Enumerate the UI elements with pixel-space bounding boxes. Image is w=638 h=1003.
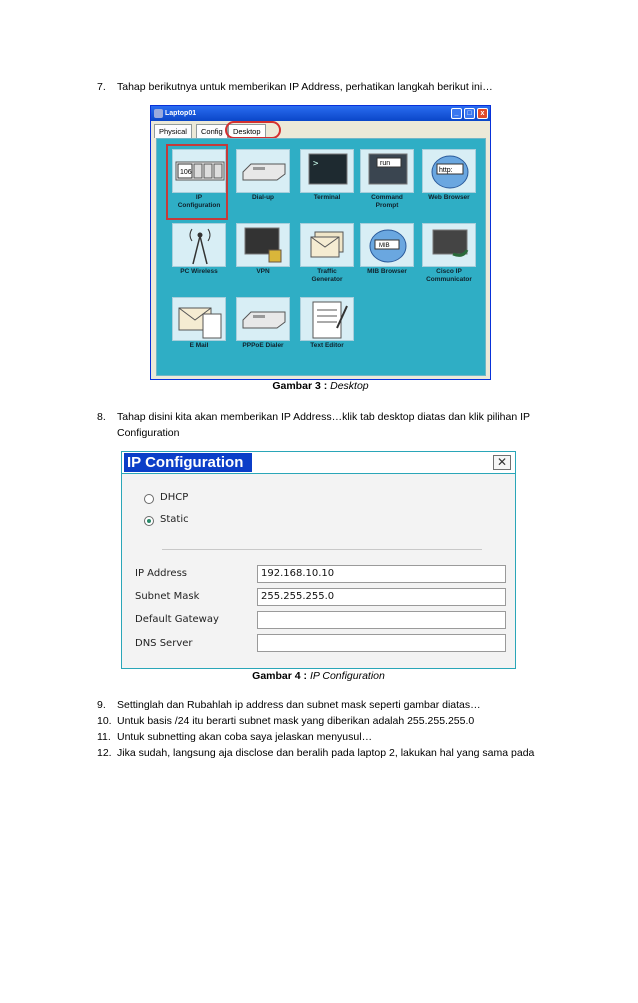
divider: [162, 549, 482, 550]
web-browser-icon: [422, 149, 476, 193]
maximize-icon[interactable]: □: [464, 108, 475, 119]
step-number: 10.: [97, 715, 112, 727]
subnet-mask-input[interactable]: 255.255.255.0: [257, 588, 506, 606]
default-gateway-label: Default Gateway: [135, 614, 219, 625]
ip-number-text: 106: [180, 169, 192, 176]
ip-configuration-dialog: [121, 451, 516, 669]
pppoe-dialer-icon: [236, 297, 290, 341]
mib-browser-icon: [360, 223, 414, 267]
tile-web-browser[interactable]: [419, 147, 479, 213]
tile-cisco-ip-communicator[interactable]: [419, 221, 479, 287]
http-text: http:: [439, 167, 453, 174]
tile-label: MIB Browser: [367, 268, 407, 275]
terminal-icon: [300, 149, 354, 193]
tile-label: Command Prompt: [371, 194, 403, 209]
tile-label: Web Browser: [428, 194, 470, 201]
subnet-mask-label: Subnet Mask: [135, 591, 200, 602]
step-11: [97, 729, 577, 745]
tile-traffic-generator[interactable]: [297, 221, 357, 287]
tile-label: Text Editor: [310, 342, 344, 349]
tile-label: IP Configuration: [177, 194, 221, 209]
dialog-header: [122, 452, 515, 474]
window-titlebar: [151, 106, 490, 121]
packet-tracer-window: [150, 105, 491, 380]
caption-label: Gambar 3 :: [272, 380, 328, 392]
step-10: [97, 713, 577, 729]
tile-command-prompt[interactable]: [357, 147, 417, 213]
step-9: [97, 697, 577, 713]
vpn-monitor-lock-icon: [236, 223, 290, 267]
window-title: Laptop01: [165, 110, 197, 117]
step-text: Tahap berikutnya untuk memberikan IP Address, perhatikan langkah berikut ini…: [117, 81, 493, 93]
tile-dial-up[interactable]: [233, 147, 293, 213]
static-label: Static: [160, 514, 189, 525]
step-number: 9.: [97, 699, 106, 711]
minimize-icon[interactable]: _: [451, 108, 462, 119]
app-icon: [154, 109, 163, 118]
tile-label: PPPoE Dialer: [242, 342, 284, 349]
tile-text-editor[interactable]: [297, 295, 357, 361]
close-button[interactable]: ✕: [493, 455, 511, 470]
tile-label: Dial-up: [251, 194, 275, 201]
ip-address-label: IP Address: [135, 568, 187, 579]
email-envelope-icon: [172, 297, 226, 341]
step-7: [97, 79, 577, 95]
tile-pppoe-dialer[interactable]: [233, 295, 293, 361]
dns-server-input[interactable]: [257, 634, 506, 652]
step-number: 11.: [97, 731, 111, 743]
step-text: Settinglah dan Rubahlah ip address dan subnet mask seperti gambar diatas…: [117, 699, 481, 711]
tile-label: Terminal: [313, 194, 341, 201]
step-8: [97, 409, 577, 441]
tab-desktop[interactable]: Desktop: [228, 124, 266, 138]
command-prompt-icon: [360, 149, 414, 193]
mib-text: MIB: [379, 243, 390, 249]
close-icon[interactable]: x: [477, 108, 488, 119]
step-number: 8.: [97, 411, 106, 423]
tile-label: E Mail: [189, 342, 209, 349]
dhcp-label: DHCP: [160, 492, 189, 503]
text-editor-icon: [300, 297, 354, 341]
step-12: [97, 745, 567, 761]
ip-configuration-highlight: [166, 144, 228, 220]
tile-email[interactable]: [169, 295, 229, 361]
traffic-generator-icon: [300, 223, 354, 267]
tile-label: PC Wireless: [180, 268, 218, 275]
tab-physical[interactable]: Physical: [154, 124, 192, 138]
step-number: 12.: [97, 747, 112, 759]
dial-up-modem-icon: [236, 149, 290, 193]
desktop-panel: [156, 138, 486, 376]
figure-3-caption: [150, 380, 491, 392]
ip-address-input[interactable]: 192.168.10.10: [257, 565, 506, 583]
step-text: Untuk subnetting akan coba saya jelaskan menyusul…: [117, 731, 373, 743]
static-radio[interactable]: [144, 516, 154, 526]
tile-label: Traffic Generator: [311, 268, 343, 283]
wireless-antenna-icon: [172, 223, 226, 267]
desktop-tab-highlight: [225, 121, 281, 139]
step-text: Tahap disini kita akan memberikan IP Address…klik tab desktop diatas dan klik pilihan IP Configuration: [117, 411, 530, 439]
caption-label: Gambar 4 :: [252, 670, 308, 682]
step-text: Untuk basis /24 itu berarti subnet mask yang diberikan adalah 255.255.255.0: [117, 715, 475, 727]
tile-label: Cisco IP Communicator: [426, 268, 472, 283]
tile-mib-browser[interactable]: [357, 221, 417, 287]
dhcp-radio[interactable]: [144, 494, 154, 504]
cisco-ip-communicator-icon: [422, 223, 476, 267]
default-gateway-input[interactable]: [257, 611, 506, 629]
step-number: 7.: [97, 81, 106, 93]
tile-terminal[interactable]: [297, 147, 357, 213]
dialog-title: IP Configuration: [124, 453, 252, 472]
step-text: Jika sudah, langsung aja disclose dan beralih pada laptop 2, lakukan hal yang sama pada: [117, 747, 535, 759]
figure-4-caption: [121, 670, 516, 682]
tile-label: VPN: [256, 268, 270, 275]
terminal-prompt-text: >: [313, 159, 319, 169]
tile-pc-wireless[interactable]: [169, 221, 229, 287]
dns-server-label: DNS Server: [135, 638, 193, 649]
caption-text: IP Configuration: [309, 670, 385, 682]
tab-config[interactable]: Config: [196, 124, 228, 138]
run-text: run: [380, 160, 391, 167]
tile-vpn[interactable]: [233, 221, 293, 287]
caption-text: Desktop: [330, 380, 369, 392]
